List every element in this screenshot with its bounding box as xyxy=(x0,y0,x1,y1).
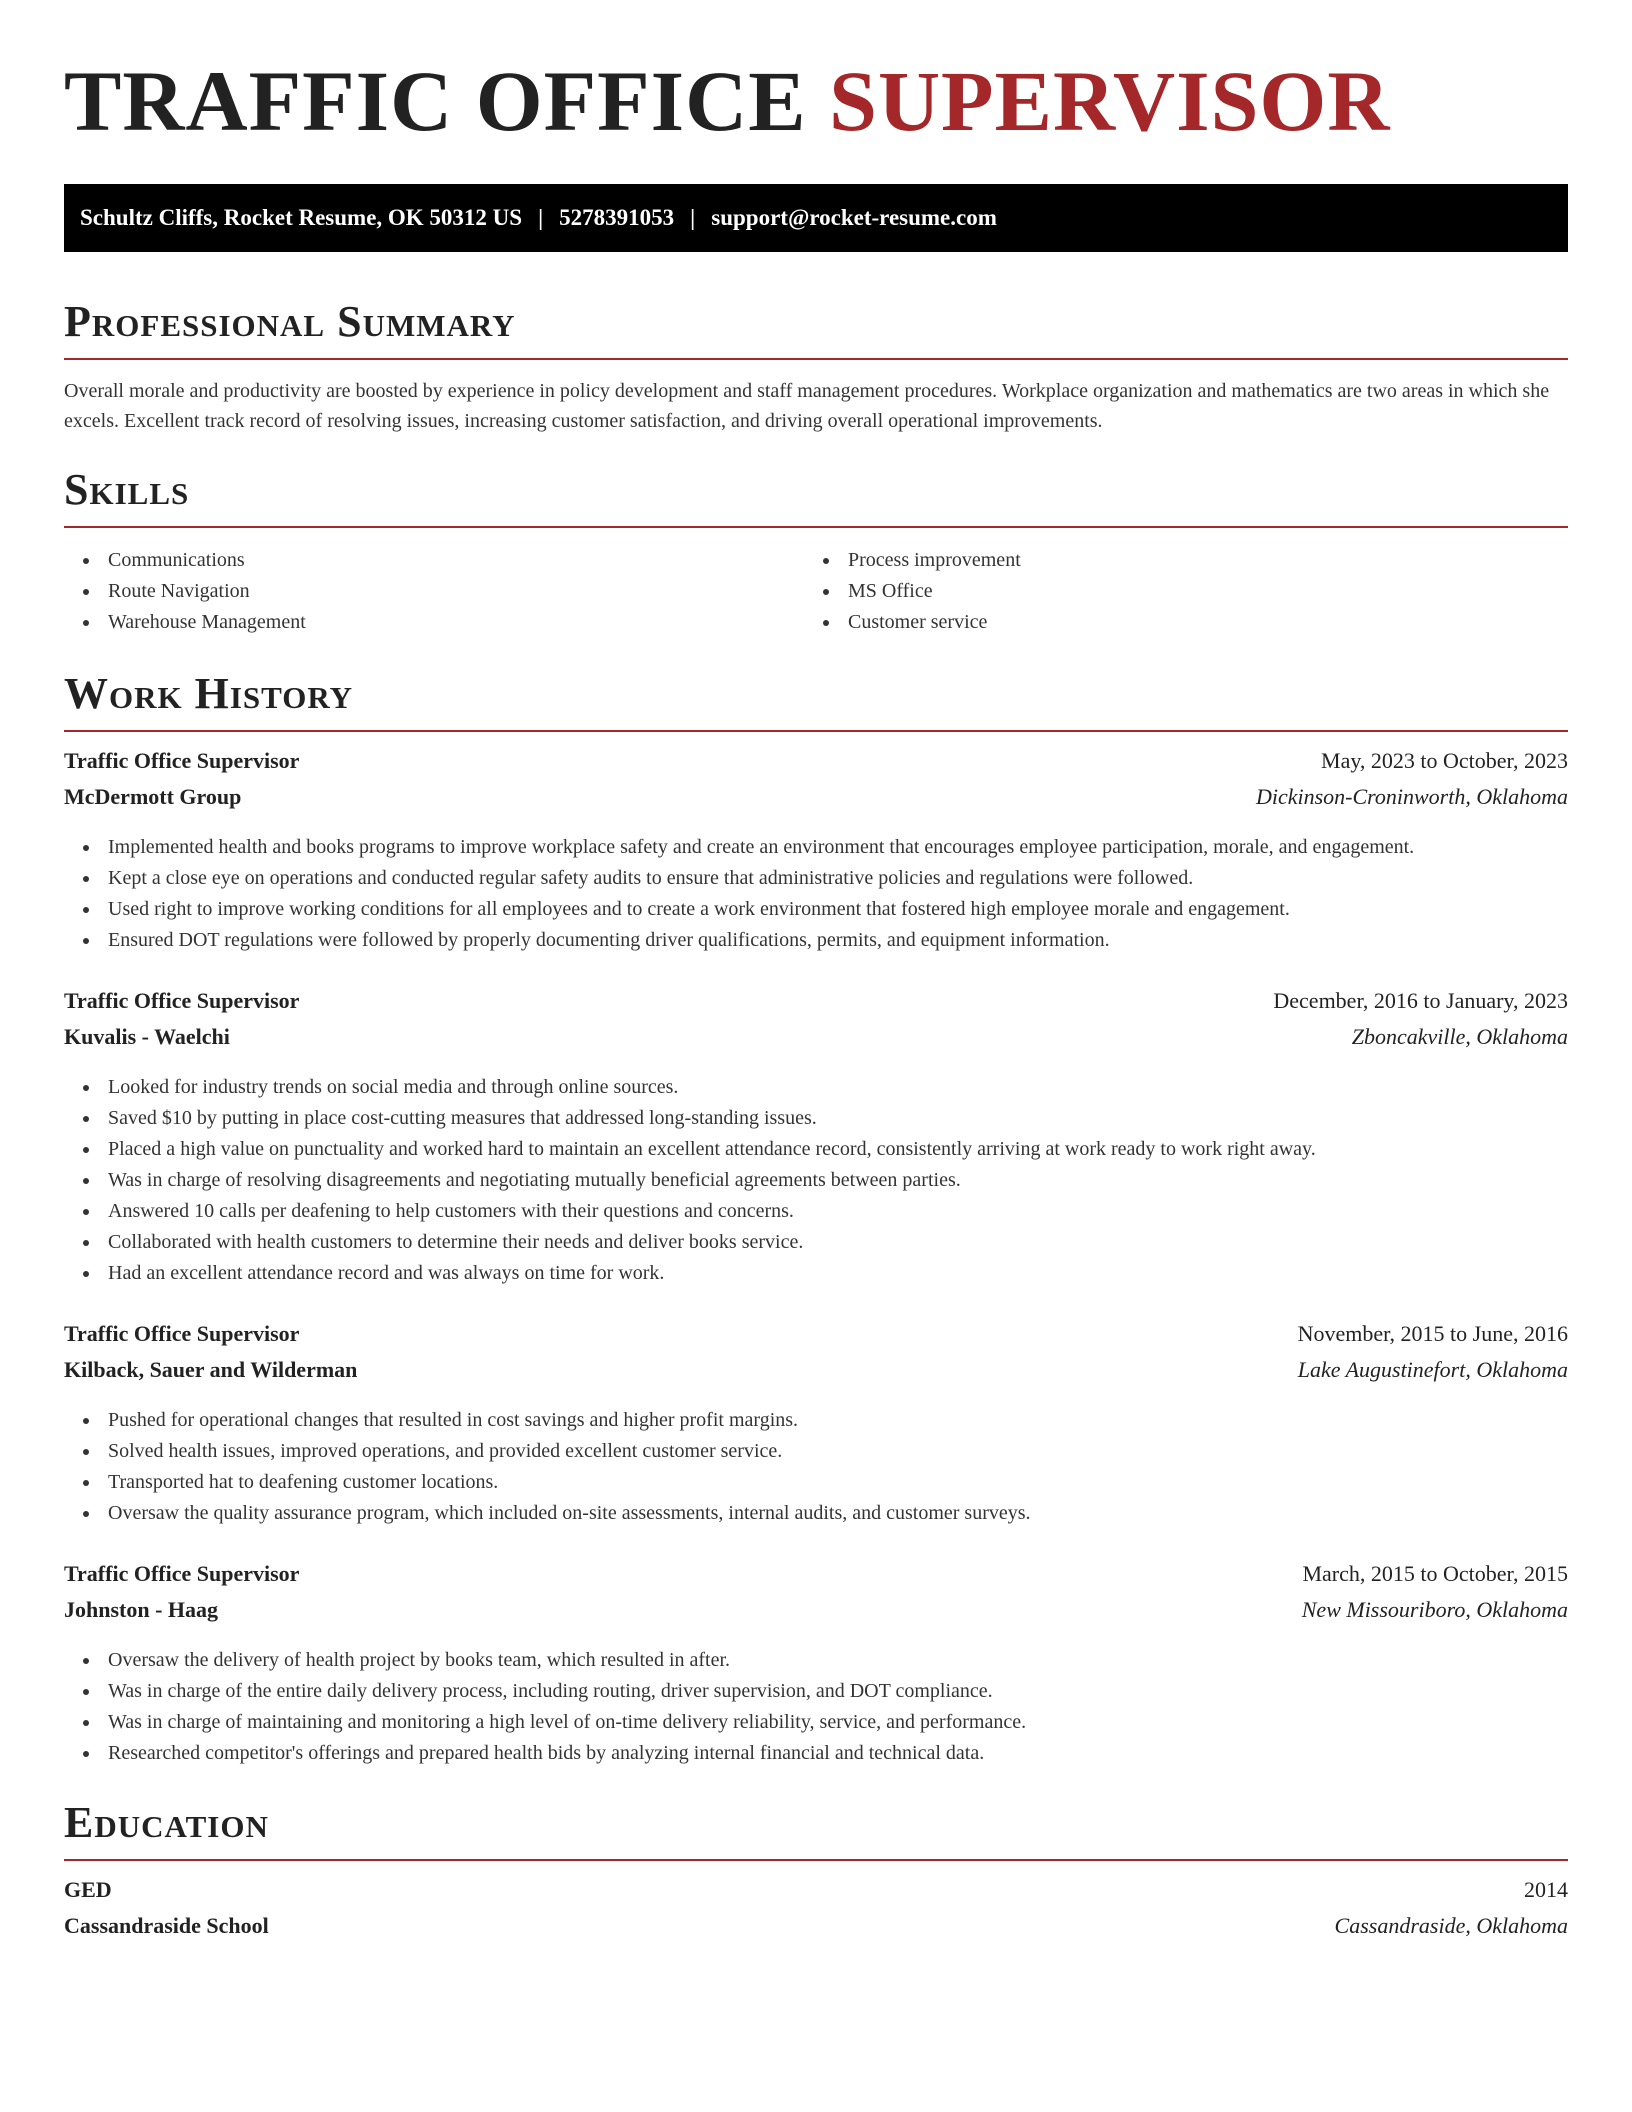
education-location: Cassandraside, Oklahoma xyxy=(1334,1913,1568,1938)
job-dates: March, 2015 to October, 2015 xyxy=(1302,1561,1568,1586)
job-bullet: Had an excellent attendance record and was always on time for work. xyxy=(64,1258,1568,1289)
resume-name xyxy=(64,53,1568,149)
contact-separator: | xyxy=(690,205,696,230)
job-bullets xyxy=(64,1405,1568,1529)
job-company-row xyxy=(64,1597,1568,1633)
job-bullets xyxy=(64,1072,1568,1289)
job-bullet: Was in charge of the entire daily delivery process, including routing, driver supervision, and DOT compliance. xyxy=(64,1676,1568,1707)
job-bullet: Transported hat to deafening customer locations. xyxy=(64,1467,1568,1498)
job-bullet: Ensured DOT regulations were followed by properly documenting driver qualifications, permits, and equipment information. xyxy=(64,925,1568,956)
job-bullet: Kept a close eye on operations and conducted regular safety audits to ensure that administrative policies and regulations were followed. xyxy=(64,863,1568,894)
job-bullet: Implemented health and books programs to improve workplace safety and create an environment that encourages employee participation, morale, and engagement. xyxy=(64,832,1568,863)
job-header-row xyxy=(64,748,1568,784)
skills-grid xyxy=(64,545,1568,638)
skills-heading: Skills xyxy=(64,465,190,514)
job-location: New Missouriboro, Oklahoma xyxy=(1301,1597,1568,1622)
job-bullet: Used right to improve working conditions for all employees and to create a work environment that fostered high employee morale and engagement. xyxy=(64,894,1568,925)
education-degree-row xyxy=(64,1877,1568,1913)
skills-column-right xyxy=(804,545,1544,638)
job-bullet: Looked for industry trends on social media and through online sources. xyxy=(64,1072,1568,1103)
skills-list-left xyxy=(64,545,804,638)
job-bullet: Collaborated with health customers to determine their needs and deliver books service. xyxy=(64,1227,1568,1258)
job-location: Lake Augustinefort, Oklahoma xyxy=(1297,1357,1568,1382)
job-bullet: Researched competitor's offerings and prepared health bids by analyzing internal financial and technical data. xyxy=(64,1738,1568,1769)
skill-item: Process improvement xyxy=(804,545,1544,576)
job-company-row xyxy=(64,784,1568,820)
job-bullet: Answered 10 calls per deafening to help customers with their questions and concerns. xyxy=(64,1196,1568,1227)
job-bullets xyxy=(64,832,1568,956)
section-divider xyxy=(64,526,1568,528)
job-bullet: Saved $10 by putting in place cost-cutting measures that addressed long-standing issues. xyxy=(64,1103,1568,1134)
summary-heading: Professional Summary xyxy=(64,297,516,346)
job-location: Dickinson-Croninworth, Oklahoma xyxy=(1255,784,1568,809)
job-company: Kilback, Sauer and Wilderman xyxy=(64,1357,358,1382)
contact-email: support@rocket-resume.com xyxy=(711,205,997,230)
section-divider xyxy=(64,358,1568,360)
work-history-heading: Work History xyxy=(64,669,354,718)
job-entry xyxy=(64,1561,1568,1769)
job-header-row xyxy=(64,988,1568,1024)
skill-item: Warehouse Management xyxy=(64,607,804,638)
job-bullet: Was in charge of maintaining and monitoring a high level of on-time delivery reliability, service, and performance. xyxy=(64,1707,1568,1738)
job-bullet: Was in charge of resolving disagreements and negotiating mutually beneficial agreements between parties. xyxy=(64,1165,1568,1196)
job-bullet: Placed a high value on punctuality and worked hard to maintain an excellent attendance record, consistently arriving at work ready to work right away. xyxy=(64,1134,1568,1165)
summary-text: Overall morale and productivity are boosted by experience in policy development and staff management procedures. Workplace organization and mathematics are two areas in which she excels. Excellent track record of resolving issues, increasing customer satisfaction, and driving overall operational improvements. xyxy=(64,380,1550,432)
job-title: Traffic Office Supervisor xyxy=(64,748,300,773)
job-entry xyxy=(64,1321,1568,1529)
job-company: Johnston - Haag xyxy=(64,1597,219,1622)
job-company-row xyxy=(64,1024,1568,1060)
skills-column-left xyxy=(64,545,804,638)
job-company: Kuvalis - Waelchi xyxy=(64,1024,230,1049)
contact-address: Schultz Cliffs, Rocket Resume, OK 50312 US xyxy=(80,205,523,230)
job-bullet: Pushed for operational changes that resulted in cost savings and higher profit margins. xyxy=(64,1405,1568,1436)
job-bullet: Solved health issues, improved operations, and provided excellent customer service. xyxy=(64,1436,1568,1467)
education-degree: GED xyxy=(64,1877,112,1902)
job-title: Traffic Office Supervisor xyxy=(64,988,300,1013)
skill-item: Route Navigation xyxy=(64,576,804,607)
contact-phone: 5278391053 xyxy=(559,205,675,230)
job-dates: May, 2023 to October, 2023 xyxy=(1321,748,1568,773)
job-bullet: Oversaw the delivery of health project by books team, which resulted in after. xyxy=(64,1645,1568,1676)
job-header-row xyxy=(64,1561,1568,1597)
contact-bar xyxy=(64,184,1568,252)
contact-separator: | xyxy=(538,205,544,230)
job-header-row xyxy=(64,1321,1568,1357)
job-company: McDermott Group xyxy=(64,784,242,809)
job-entry xyxy=(64,988,1568,1289)
education-year: 2014 xyxy=(1524,1877,1568,1902)
job-dates: November, 2015 to June, 2016 xyxy=(1297,1321,1568,1346)
skill-item: Communications xyxy=(64,545,804,576)
skills-list-right xyxy=(804,545,1544,638)
job-bullet: Oversaw the quality assurance program, which included on-site assessments, internal audits, and customer surveys. xyxy=(64,1498,1568,1529)
job-bullets xyxy=(64,1645,1568,1769)
job-dates: December, 2016 to January, 2023 xyxy=(1273,988,1568,1013)
education-school-row xyxy=(64,1913,1568,1949)
education-school: Cassandraside School xyxy=(64,1913,269,1938)
name-first-part: TRAFFIC OFFICE xyxy=(64,53,807,149)
job-title: Traffic Office Supervisor xyxy=(64,1561,300,1586)
skill-item: MS Office xyxy=(804,576,1544,607)
job-company-row xyxy=(64,1357,1568,1393)
section-divider xyxy=(64,1859,1568,1861)
job-title: Traffic Office Supervisor xyxy=(64,1321,300,1346)
skill-item: Customer service xyxy=(804,607,1544,638)
job-entry xyxy=(64,748,1568,956)
job-location: Zboncakville, Oklahoma xyxy=(1351,1024,1568,1049)
section-divider xyxy=(64,730,1568,732)
name-accent-part: SUPERVISOR xyxy=(829,53,1391,149)
education-heading: Education xyxy=(64,1798,269,1847)
education-entry xyxy=(64,1877,1568,1949)
